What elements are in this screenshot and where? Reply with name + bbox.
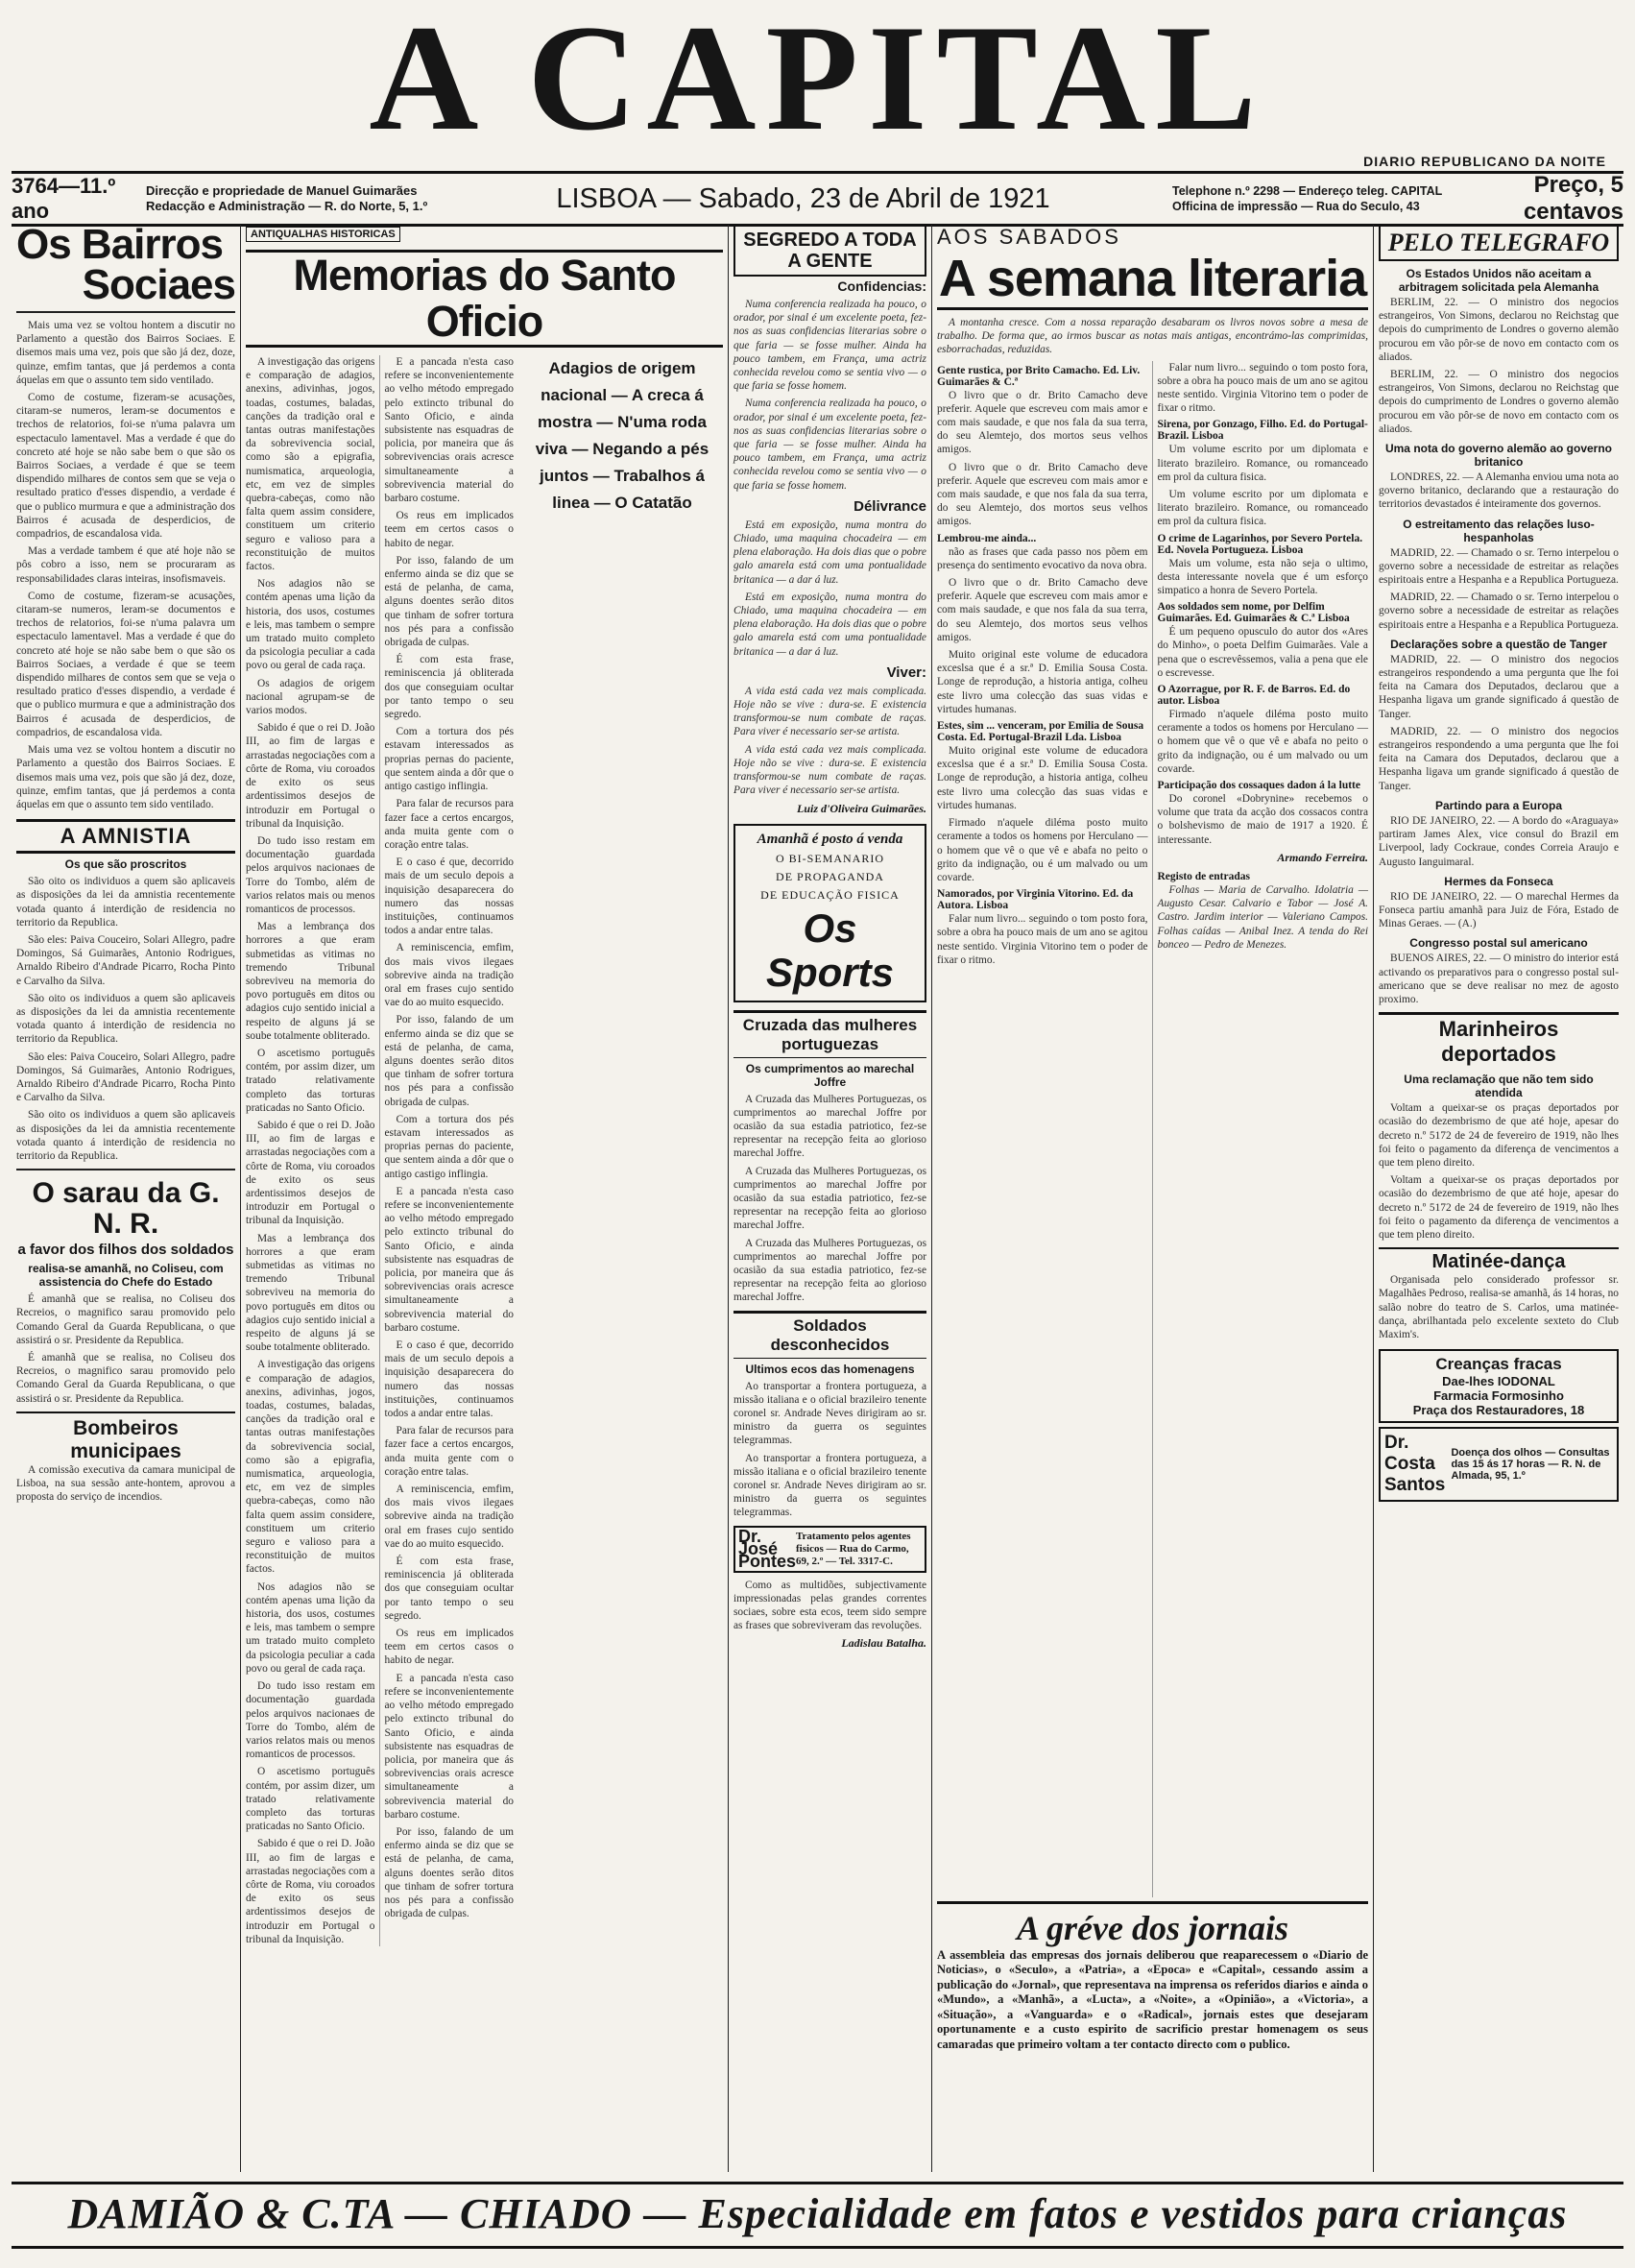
sarau-kicker: realisa-se amanhã, no Coliseu, com assistencia do Chefe do Estado <box>28 1262 224 1290</box>
signature: Luiz d'Oliveira Guimarães. <box>796 801 926 815</box>
review-text: O livro que o dr. Brito Camacho deve preferir. Aquele que escreveu com mais amor e com mais saudade, e que nos fala da sua terra, do seu Alemtejo, dos mortos seus velhos amigos. <box>937 389 1148 456</box>
bombeiros-headline: Bombeiros municipaes <box>16 1411 235 1463</box>
article-paragraph: Nos adagios não se contém apenas uma lição da historia, dos usos, costumes e leis, mas tambem o sempre um tratado muito completo da psicologia peculiar a cada povo ou geral de cada raça. <box>246 578 375 672</box>
review-text: É um pequeno opusculo do autor dos «Ares do Minho», o poeta Delfim Guimarães. Vale a pena que o escrevêssemos, valia a pena que ele o escrevesse. <box>1157 626 1368 679</box>
article-paragraph: A Cruzada das Mulheres Portuguezas, os cumprimentos ao marechal Joffre por ocasião da sua estadia patriotico, fez-se representar na recepção feita ao glorioso marechal Joffre. <box>733 1093 926 1160</box>
telephone-info: Telephone n.º 2298 — Endereço teleg. CAPITAL Officina de impressão — Rua do Seculo, 43 <box>1172 184 1443 213</box>
adagios-subheadline: Adagios de origem nacional — A creca á mostra — N'uma roda viva — Negando a pés juntos — Trabalhos á linea — O Catatão <box>535 359 709 512</box>
costa-santos-advert: Dr. Costa Santos Doença dos olhos — Consultas das 15 ás 17 horas — R. N. de Almada, 95, 1.º <box>1379 1427 1619 1502</box>
sarau-subheadline: a favor dos filhos dos soldados <box>17 1242 234 1259</box>
article-paragraph: A reminiscencia, emfim, dos mais vivos ilegaes sobrevive ainda na tradição oral em frases cujo sentido vae do ao muito esquecido. <box>384 942 514 1009</box>
sarau-headline: O sarau da G. N. R. <box>32 1177 220 1241</box>
telegram-heading: Partindo para a Europa <box>1434 798 1563 812</box>
article-paragraph: A Cruzada das Mulheres Portuguezas, os cumprimentos ao marechal Joffre por ocasião da sua estadia patriotico, fez-se representar na recepção feita ao glorioso marechal Joffre. <box>733 1237 926 1304</box>
review-heading: Aos soldados sem nome, por Delfim Guimarães. Ed. Guimarães & C.ª Lisboa <box>1157 601 1350 625</box>
review-heading: O Azorrague, por R. F. de Barros. Ed. do autor. Lisboa <box>1157 684 1351 708</box>
telegram-text: MADRID, 22. — O ministro dos negocios estrangeiros respondendo a uma pergunta que lhe foi feita na Camara dos Deputados, declarou que a Hespanha ligava um grande significado á questão de Tanger. <box>1379 725 1619 792</box>
article-paragraph: E o caso é que, decorrido mais de um seculo depois a inquisição desaparecera do numero das nossas instituições, continuamos todos a andar entre talas. <box>384 857 514 937</box>
article-paragraph: Com a tortura dos pés estavam interessados as proprias pernas do paciente, que sentem ainda a dôr que o antigo castigo inflingia. <box>384 1113 514 1180</box>
review-text: Muito original este volume de educadora exceslsa que é a sr.ª D. Emilia Sousa Costa. Longe de reprodução, a historia antiga, colheu este livro uma colecção das suas vidas e virtudes humanas. <box>937 745 1148 811</box>
article-paragraph: A investigação das origens e comparação de adagios, anexins, adivinhas, jogos, toadas, costumes, baladas, canções da tradição oral e tantas outras manifestações da sobrevivencia social, como são a epigrafia, numismatica, arqueologia, etc, em vez de simples quebra-cabeças, como não falta quem assim considere, constituem um criterio seguro e valioso para a reconstituição de muitos factos. <box>246 356 375 573</box>
section-kicker: AOS SABADOS <box>937 225 1121 249</box>
article-paragraph: Os reus em implicados teem em certos casos o habito de negar. <box>384 1628 514 1667</box>
newspaper-title: A CAPITAL <box>369 0 1266 162</box>
telegram-heading: Hermes da Fonseca <box>1444 874 1553 888</box>
article-paragraph: Mas a lembrança dos horrores a que eram submetidas as vitimas no tremendo Tribunal sobreviveu na memoria do povo português em ditos ou adagios cujo sentido inicial a respeito de alguns já se soube totalmente obliterado. <box>246 1232 375 1354</box>
telegram-text: RIO DE JANEIRO, 22. — A bordo do «Araguaya» partiram James Alex, vice consul do Brazil em Liverpool, lady Cockraue, condes Correia Araujo e Augusto Ianguimaral. <box>1379 814 1619 868</box>
article-paragraph: E a pancada n'esta caso refere se inconvenientemente ao velho método empregado pelo extincto tribunal do Santo Oficio, e ainda subsistente nas esquadras de policia, por maneira que ás sobrevivencias orais acresce simultaneamente a sobrevivencia material do barbaro costume. <box>384 356 514 505</box>
article-paragraph: E a pancada n'esta caso refere se inconvenientemente ao velho método empregado pelo extincto tribunal do Santo Oficio, e ainda subsistente nas esquadras de policia, por maneira que ás sobrevivencias orais acresce simultaneamente a sobrevivencia material do barbaro costume. <box>384 1672 514 1821</box>
memorias-headline: Memorias do Santo Oficio <box>246 250 723 348</box>
review-text: Falar num livro... seguindo o tom posto fora, sobre a obra ha pouco mais de um ano se agitou neste sentido. Virginia Vitorino tem o poder de fixar o ritmo. <box>937 913 1148 966</box>
telegram-heading: Os Estados Unidos não aceitam a arbitragem solicitada pela Alemanha <box>1398 267 1599 294</box>
article-paragraph: A reminiscencia, emfim, dos mais vivos ilegaes sobrevive ainda na tradição oral em frases cujo sentido vae do ao muito esquecido. <box>384 1484 514 1550</box>
article-paragraph: A Cruzada das Mulheres Portuguezas, os cumprimentos ao marechal Joffre por ocasião da sua estadia patriotico, fez-se representar na recepção feita ao glorioso marechal Joffre. <box>733 1165 926 1232</box>
article-paragraph: Organisada pelo considerado professor sr. Magalhães Pedroso, realisa-se amanhã, ás 14 horas, no salão nobre do teatro de S. Carlos, uma matinée-dança, abrilhantada pelo excelente sexteto do Club Maxim's. <box>1379 1274 1619 1340</box>
article-paragraph: São eles: Paiva Couceiro, Solari Allegro, padre Domingos, Sá Guimarães, Antonio Rodrigues, Arnaldo Ribeiro d'Andrade Picarro, Rocha Pinto e Carvalho da Silva. <box>16 1050 235 1104</box>
article-paragraph: Voltam a queixar-se os praças deportados por ocasião do dezembrismo de que até hoje, apesar do decreto n.º 5172 de 24 de fevereiro de 1919, não lhes foi feito o pagamento da diferença de vencimentos a que tem pleno direito. <box>1379 1174 1619 1241</box>
review-text: O livro que o dr. Brito Camacho deve preferir. Aquele que escreveu com mais amor e com mais saudade, e que nos fala da sua terra, do seu Alemtejo, dos mortos seus velhos amigos. <box>937 577 1148 643</box>
soldados-headline: Soldados desconhecidos <box>733 1311 926 1359</box>
article-paragraph: Para falar de recursos para fazer face a certos encargos, anda muita gente com o coração entre talas. <box>384 798 514 851</box>
article-paragraph: Do tudo isso restam em documentação guardada pelos arquivos nacionaes de Torre do Tombo, além de varios relatos mais ou menos romanticos de processos. <box>246 834 375 915</box>
article-paragraph: Os reus em implicados teem em certos casos o habito de negar. <box>384 510 514 549</box>
article-paragraph: São eles: Paiva Couceiro, Solari Allegro, padre Domingos, Sá Guimarães, Antonio Rodrigues, Arnaldo Ribeiro d'Andrade Picarro, Rocha Pinto e Carvalho da Silva. <box>16 933 235 987</box>
article-paragraph: O ascetismo português contém, por assim dizer, um tratado relativamente completo das torturas praticadas no Santo Oficio. <box>246 1047 375 1114</box>
article-paragraph: Do tudo isso restam em documentação guardada pelos arquivos nacionaes de Torre do Tombo, além de varios relatos mais ou menos romanticos de processos. <box>246 1680 375 1761</box>
review-heading: Estes, sim ... venceram, por Emilia de Sousa Costa. Ed. Portugal-Brazil Lda. Lisboa <box>937 720 1144 744</box>
article-intro: A montanha cresce. Com a nossa reparação desabaram os livros novos sobre a mesa de trabalho. De forma que, ao irmos buscar as notas mais antigas, encontrámo-las comprimidas, esborrachadas, reduzidas. <box>937 317 1368 356</box>
column-4 <box>931 225 1373 2172</box>
article-paragraph: Está em exposição, numa montra do Chiado, uma maquina chocadeira — em plena elaboração. Ha dois dias que o pobre galo amarela está com uma pontualidade britanica — a dar á luz. <box>733 519 926 586</box>
greve-body: A assembleia das empresas dos jornais deliberou que reaparecessem o «Diario de Noticias», o «Seculo», a «Patria», a «Epoca» e «Capital», cessando assim a publicação do «Jornal», que representava na imprensa os referidos diarios e ainda o «Mundo», a «Manhã», a «Lucta», a «Noite», a «Opinião», a «Victoria», a «Situação», a «Vanguarda» e o «Radical», jornais estes que desejaram oportunamente e a custo espirito de sacrificio prestar homenagem os seus camaradas que primeiro voltam a ter contacto directo com o publico. <box>937 1947 1368 2051</box>
review-text: Um volume escrito por um diplomata e literato brazileiro. Romance, ou romanceado em prol da cultura fisica. <box>1157 444 1368 483</box>
review-text: Mais um volume, esta não seja o ultimo, desta interessante novela que é um esforço simpatico a honra de Severo Portela. <box>1157 557 1368 597</box>
article-paragraph: Mas a lembrança dos horrores a que eram submetidas as vitimas no tremendo Tribunal sobreviveu na memoria do povo português em ditos ou adagios cujo sentido inicial a respeito de alguns já se soube totalmente obliterado. <box>246 921 375 1042</box>
bairros-headline: Os Bairros Sociaes <box>16 225 235 308</box>
review-heading: Registo de entradas <box>1157 870 1250 882</box>
article-paragraph: A comissão executiva da camara municipal de Lisboa, na sua sessão ante-hontem, aprovou a proposta do serviço de incendios. <box>16 1463 235 1504</box>
greve-headline: A gréve dos jornais <box>937 1901 1368 1948</box>
review-text: não as frases que cada passo nos põem em presença do sentimento evocativo da nova obra. <box>937 545 1148 571</box>
direction-info: Direcção e propriedade de Manuel Guimarães Redacção e Administração — R. do Norte, 5, 1.º <box>146 183 428 213</box>
kicker-label: ANTIQUALHAS HISTORICAS <box>246 227 400 242</box>
telegram-text: BUENOS AIRES, 22. — O ministro do interior está activando os preparativos para o congresso postal sul-americano que se deve realisar no mez de agosto proximo. <box>1379 953 1619 1005</box>
article-paragraph: Como de costume, fizeram-se acusações, citaram-se numeros, leram-se documentos e trechos de relatorios, foi-se n'uma palavra um espectaculo lamentavel. Mas a verdade é que do concreto até hoje se não sabe bem o que são os Bairros Sociaes, a verdade é que se teem dispendido milhares de contos sem que se veja o resultado pratico d'esses dispendio, a verdade é que o publico murmura e que a administração dos Bairros é acusada de desperdicios, de compadrios, de escandalosa vida. <box>16 590 235 738</box>
pontes-advert: Dr. José Pontes Tratamento pelos agentes fisicos — Rua do Carmo, 69, 2.º — Tel. 3317-C. <box>733 1526 926 1573</box>
article-paragraph: São oito os individuos a quem são aplicaveis as disposições da lei da amnistia recentemente votada quanto á interdição de residencia no territorio da Republica. <box>16 876 235 929</box>
article-paragraph: Com a tortura dos pés estavam interessados as proprias pernas do paciente, que sentem ainda a dôr que o antigo castigo inflingia. <box>384 726 514 793</box>
article-paragraph: Numa conferencia realizada ha pouco, o orador, por sinal é um excelente poeta, fez-nos as suas confidencias literarias sobre o que faria — se fosse mulher. Ainda ha pouco tambem, em França, uma actriz conhecida revelou como se sentia vivo — o que faria se fosse homem. <box>733 398 926 492</box>
column-1 <box>12 225 240 2172</box>
newspaper-subtitle: DIARIO REPUBLICANO DA NOITE <box>1363 154 1606 169</box>
signature: Ladislau Batalha. <box>841 1636 926 1651</box>
telegram-text: MADRID, 22. — Chamado o sr. Terno interpelou o governo sobre a necessidade de estreitar as relações espiritoais entre a Hespanha e a Republica Portugueza. <box>1379 591 1619 631</box>
review-text: Muito original este volume de educadora exceslsa que é a sr.ª D. Emilia Sousa Costa. Longe de reprodução, a historia antiga, colheu este livro uma colecção das suas vidas e virtudes humanas. <box>937 649 1148 715</box>
review-text: Do coronel «Dobrynine» recebemos o volume que trata da acção dos cossacos contra o bolshevismo de maio de 1917 a 1920. É interessante. <box>1157 793 1368 846</box>
telegram-text: BERLIM, 22. — O ministro dos negocios estrangeiros, Von Simons, declarou no Reichstag que depois do cumprimento de Londres o governo alemão procurou em vão pôr-se de novo em contacto com os aliados. <box>1379 369 1619 435</box>
telegram-text: MADRID, 22. — Chamado o sr. Terno interpelou o governo sobre a necessidade de estreitar as relações espiritoais entre a Hespanha e a Republica Portugueza. <box>1379 546 1619 587</box>
segredo-banner: SEGREDO A TODA A GENTE <box>733 225 926 277</box>
telegram-heading: Congresso postal sul americano <box>1409 936 1588 951</box>
telegram-text: RIO DE JANEIRO, 22. — O marechal Hermes da Fonseca partiu amanhã para Juiz de Fóra, Estado de Minas Geraes. — (A.) <box>1379 890 1619 930</box>
review-heading: Namorados, por Virginia Vitorino. Ed. da Autora. Lisboa <box>937 888 1134 912</box>
article-paragraph: E a pancada n'esta caso refere se inconvenientemente ao velho método empregado pelo extincto tribunal do Santo Oficio, e ainda subsistente nas esquadras de policia, por maneira que ás sobrevivencias orais acresce simultaneamente a sobrevivencia material do barbaro costume. <box>384 1185 514 1334</box>
article-paragraph: Mas a verdade tambem é que até hoje não se pôs cobro a isso, nem se procuraram as responsabilidades claras inteiras, insofismaveis. <box>16 545 235 585</box>
section-label: Confidencias: <box>837 278 926 294</box>
telegram-text: BERLIM, 22. — O ministro dos negocios estrangeiros, Von Simons, declarou no Reichstag que depois do cumprimento de Londres o governo alemão procurou em vão pôr-se de novo em contacto com os aliados. <box>1379 297 1619 363</box>
article-paragraph: Está em exposição, numa montra do Chiado, uma maquina chocadeira — em plena elaboração. Ha dois dias que o pobre galo amarela está com uma pontualidade britanica — a dar á luz. <box>733 591 926 658</box>
review-heading: O crime de Lagarinhos, por Severo Portela. Ed. Novela Portugueza. Lisboa <box>1157 532 1363 556</box>
article-paragraph: Mais uma vez se voltou hontem a discutir no Parlamento a questão dos Bairros Sociaes. E disemos mais uma vez, pois que são já dez, doze, quinze, emfim tantas, que já perdemos a conta áquelas em que o assunto tem sido ventilado. <box>16 744 235 810</box>
review-text: Folhas — Maria de Carvalho. Idolatria — Augusto Cesar. Calvario e Tabor — José A. Castro. Jardim interior — Valeriano Campos. Folhas caídas — Anibal Inez. A tenda do Rei bonceo — Pedro de Menezes. <box>1157 883 1368 951</box>
article-paragraph: Para falar de recursos para fazer face a certos encargos, anda muita gente com o coração entre talas. <box>384 1425 514 1478</box>
signature: Armando Ferreira. <box>1277 850 1368 864</box>
article-paragraph: É amanhã que se realisa, no Coliseu dos Recreios, o magnifico sarau promovido pelo Comando Geral da Guarda Republicana, o que assistirá o sr. Presidente da Republica. <box>16 1293 235 1346</box>
info-bar <box>12 171 1623 227</box>
article-paragraph: Sabido é que o rei D. João III, ao fim de largas e arrastadas negociações com a côrte de Roma, viu coroados de exito os seus ardentissimos desejos de introduzir em Portugal o tribunal da Inquisição. <box>246 722 375 830</box>
column-5 <box>1373 225 1623 2172</box>
telegram-heading: Declarações sobre a questão de Tanger <box>1390 637 1607 651</box>
telegram-text: LONDRES, 22. — A Alemanha enviou uma nota ao governo britanico, declarando que a restauração do territorios devastados é inteiramente dos governos. <box>1379 471 1619 511</box>
article-paragraph: A investigação das origens e comparação de adagios, anexins, adivinhas, jogos, toadas, costumes, baladas, canções da tradição oral e tantas outras manifestações da sobrevivencia social, como são a epigrafia, numismatica, arqueologia, etc, em vez de simples quebra-cabeças, como não falta quem assim considere, constituem um criterio seguro e valioso para a reconstituição de muitos factos. <box>246 1359 375 1576</box>
article-paragraph: Sabido é que o rei D. João III, ao fim de largas e arrastadas negociações com a côrte de Roma, viu coroados de exito os seus ardentissimos desejos de introduzir em Portugal o tribunal da Inquisição. <box>246 1119 375 1227</box>
section-label: Viver: <box>886 664 926 681</box>
article-paragraph: É com esta frase, reminiscencia já obliterada dos que conseguiam ocultar por tanto tempo o seu segredo. <box>384 1556 514 1622</box>
matinee-headline: Matinée-dança <box>1379 1247 1619 1273</box>
article-paragraph: Como de costume, fizeram-se acusações, citaram-se numeros, leram-se documentos e trechos de relatorios, foi-se n'uma palavra um espectaculo lamentavel. Mas a verdade é que do concreto até hoje se não sabe bem o que são os Bairros Sociaes, a verdade é que se teem dispendido milhares de contos sem que se veja o resultado pratico d'esses dispendio, a verdade é que o publico murmura e que a administração dos Bairros é acusada de desperdicios, de compadrios, de escandalosa vida. <box>16 392 235 541</box>
memorias-body <box>246 355 514 1946</box>
review-text: Firmado n'aquele diléma posto muito ceramente a todos os homens por Herculano — o homem que vê o que vê e abafa no peito o grito da indignação, ou é um malvado ou um covarde. <box>1157 709 1368 775</box>
masthead <box>12 0 1623 171</box>
article-paragraph: Sabido é que o rei D. João III, ao fim de largas e arrastadas negociações com a côrte de Roma, viu coroados de exito os seus ardentissimos desejos de introduzir em Portugal o tribunal da Inquisição. <box>246 1838 375 1945</box>
amnistia-subheadline: Os que são proscritos <box>64 857 187 872</box>
article-paragraph: Voltam a queixar-se os praças deportados por ocasião do dezembrismo de que até hoje, apesar do decreto n.º 5172 de 24 de fevereiro de 1919, não lhes foi feito o pagamento da diferença de vencimentos a que tem pleno direito. <box>1379 1102 1619 1169</box>
telegrafo-banner: PELO TELEGRAFO <box>1379 225 1619 261</box>
telegram-heading: O estreitamento das relações luso-hespanholas <box>1403 517 1595 544</box>
semana-headline: A semana literaria <box>937 250 1368 310</box>
article-paragraph: A vida está cada vez mais complicada. Hoje não se vive : dura-se. E existencia transformou-se num combate de raças. Para viver é necessario ser-se artista. <box>733 685 926 738</box>
article-paragraph: São oito os individuos a quem são aplicaveis as disposições da lei da amnistia recentemente votada quanto á interdição de residencia no territorio da Republica. <box>16 1109 235 1162</box>
column-3 <box>728 225 931 2172</box>
footer-advert <box>12 2182 1623 2249</box>
marinheiros-headline: Marinheiros deportados <box>1379 1012 1619 1067</box>
review-text: Um volume escrito por um diplomata e literato brazileiro. Romance, ou romanceado em prol da cultura fisica. <box>1157 489 1368 528</box>
review-text: Falar num livro... seguindo o tom posto fora, sobre a obra ha pouco mais de um ano se agitou neste sentido. Virginia Vitorino tem o poder de fixar o ritmo. <box>1157 361 1368 415</box>
iodonal-advert: Creanças fracas Dae-lhes IODONAL Farmacia Formosinho Praça dos Restauradores, 18 <box>1379 1349 1619 1423</box>
article-paragraph: Como as multidões, subjectivamente impressionadas pelas grandes correntes sociaes, sobre esta ecos, teem sido sempre as frases que sobreviveram das revoluções. <box>733 1579 926 1632</box>
article-paragraph: É com esta frase, reminiscencia já obliterada dos que conseguiam ocultar por tanto tempo o seu segredo. <box>384 654 514 721</box>
article-paragraph: Ao transportar a frontera portugueza, a missão italiana e o oficial brazileiro tenente coronel sr. Andrade Neves dirigiram ao sr. ministro da guerra os seguintes telegrammas. <box>733 1380 926 1447</box>
article-paragraph: Os adagios de origem nacional agrupam-se de varios modos. <box>246 677 375 717</box>
article-paragraph: Numa conferencia realizada ha pouco, o orador, por sinal é um excelente poeta, fez-nos as suas confidencias literarias sobre o que faria — se fosse mulher. Ainda ha pouco tambem, em França, uma actriz conhecida revelou como se sentia vivo — o que faria se fosse homem. <box>733 299 926 393</box>
telegram-heading: Uma nota do governo alemão ao governo britanico <box>1384 442 1613 470</box>
review-text: Firmado n'aquele diléma posto muito ceramente a todos os homens por Herculano — o homem que vê o que vê e abafa no peito o grito da indignação, ou é um malvado ou um covarde. <box>937 817 1148 883</box>
column-2 <box>240 225 728 2172</box>
article-paragraph: Nos adagios não se contém apenas uma lição da historia, dos usos, costumes e leis, mas tambem o sempre um tratado muito completo da psicologia peculiar a cada povo ou geral de cada raça. <box>246 1580 375 1675</box>
cruzada-subheadline: Os cumprimentos ao marechal Joffre <box>745 1061 915 1089</box>
review-heading: Gente rustica, por Brito Camacho. Ed. Liv. Guimarães & C.ª <box>937 364 1141 388</box>
semana-body <box>937 361 1368 1897</box>
article-paragraph: É amanhã que se realisa, no Coliseu dos Recreios, o magnifico sarau promovido pelo Comando Geral da Guarda Republicana, o que assistirá o sr. Presidente da Republica. <box>16 1351 235 1405</box>
price: Preço, 5 centavos <box>1523 172 1623 225</box>
marinheiros-subheadline: Uma reclamação que não tem sido atendida <box>1404 1073 1594 1100</box>
section-label: Délivrance <box>854 497 926 515</box>
telegram-text: MADRID, 22. — O ministro dos negocios estrangeiros respondendo a uma pergunta que lhe foi feita na Camara dos Deputados, declarou que a Hespanha ligava um grande significado á questão de Tanger. <box>1379 653 1619 720</box>
issue-number: 3764—11.º ano <box>12 174 116 223</box>
date-line: LISBOA — Sabado, 23 de Abril de 1921 <box>556 182 1050 214</box>
article-paragraph: A vida está cada vez mais complicada. Hoje não se vive : dura-se. E existencia transformou-se num combate de raças. Para viver é necessario ser-se artista. <box>733 743 926 797</box>
article-paragraph: Mais uma vez se voltou hontem a discutir no Parlamento a questão dos Bairros Sociaes. E disemos mais uma vez, pois que são já dez, doze, quinze, emfim tantas, que já perdemos a conta áquelas em que o assunto tem sido ventilado. <box>16 320 235 386</box>
article-paragraph: São oito os individuos a quem são aplicaveis as disposições da lei da amnistia recentemente votada quanto á interdição de residencia no territorio da Republica. <box>16 992 235 1046</box>
review-heading: Sirena, por Gonzago, Filho. Ed. do Portugal-Brazil. Lisboa <box>1157 419 1368 443</box>
review-text: O livro que o dr. Brito Camacho deve preferir. Aquele que escreveu com mais amor e com mais saudade, e que nos fala da sua terra, do seu Alemtejo, dos mortos seus velhos amigos. <box>937 461 1148 528</box>
article-paragraph: O ascetismo português contém, por assim dizer, um tratado relativamente completo das torturas praticadas no Santo Oficio. <box>246 1766 375 1833</box>
article-paragraph: E o caso é que, decorrido mais de um seculo depois a inquisição desaparecera do numero das nossas instituições, continuamos todos a andar entre talas. <box>384 1339 514 1420</box>
article-paragraph: Por isso, falando de um enfermo ainda se diz que se está de pelanha, de cama, alguns doentes serão ditos que tinham de sofrer tortura nos pés para a confissão obrigada de culpas. <box>384 1014 514 1108</box>
cruzada-headline: Cruzada das mulheres portuguezas <box>733 1010 926 1058</box>
columns <box>12 225 1623 2172</box>
amnistia-headline: A AMNISTIA <box>16 819 235 854</box>
article-paragraph: Por isso, falando de um enfermo ainda se diz que se está de pelanha, de cama, alguns doentes serão ditos que tinham de sofrer tortura nos pés para a confissão obrigada de culpas. <box>384 1825 514 1920</box>
soldados-subheadline: Ultimos ecos das homenagens <box>745 1362 915 1376</box>
article-paragraph: Por isso, falando de um enfermo ainda se diz que se está de pelanha, de cama, alguns doentes serão ditos que tinham de sofrer tortura nos pés para a confissão obrigada de culpas. <box>384 554 514 649</box>
review-heading: Lembrou-me ainda... <box>937 532 1037 544</box>
sports-advert: Amanhã é posto á venda O BI-SEMANARIO DE PROPAGANDA DE EDUCAÇÃO FISICA Os Sports <box>733 824 926 1002</box>
footer-advert-text: DAMIÃO & C.TA — CHIADO — Especialidade em fatos e vestidos para crianças <box>67 2190 1568 2237</box>
review-heading: Participação dos cossaques dadon á la lutte <box>1157 780 1360 792</box>
article-paragraph: Ao transportar a frontera portugueza, a missão italiana e o oficial brazileiro tenente coronel sr. Andrade Neves dirigiram ao sr. ministro da guerra os seguintes telegrammas. <box>733 1452 926 1519</box>
